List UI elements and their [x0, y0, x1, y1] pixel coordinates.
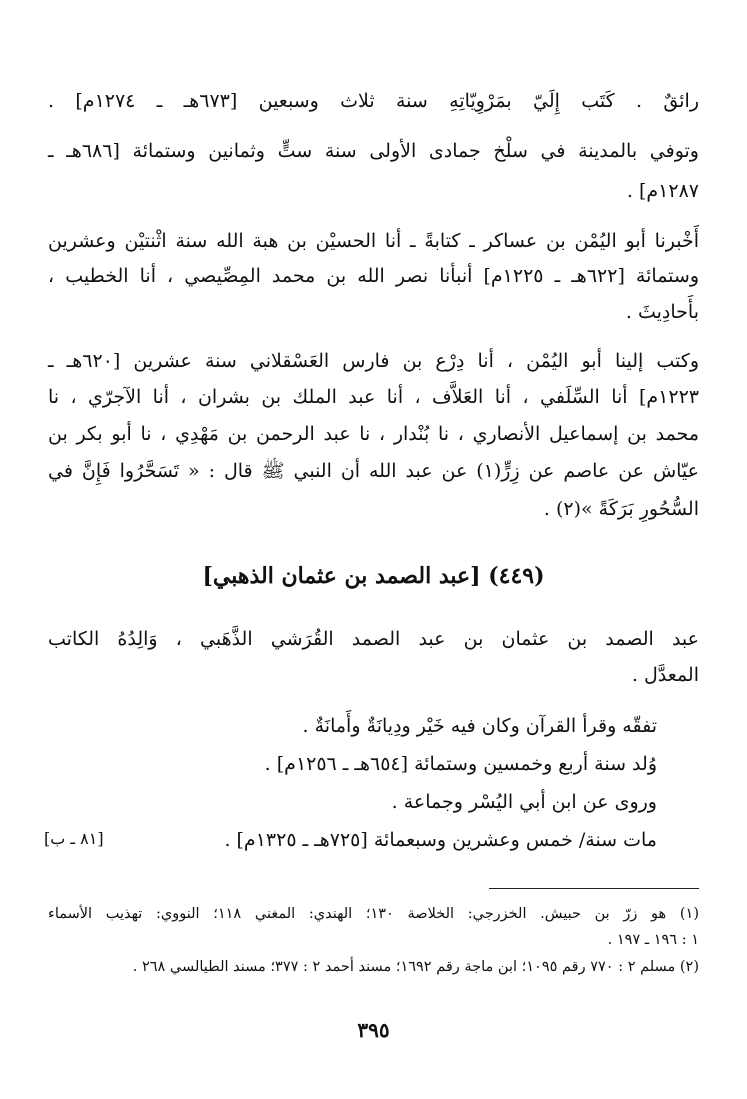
entry-line: المعدَّل . — [631, 664, 699, 686]
entry-line: عبد الصمد بن عثمان بن عبد الصمد القُرَشي الذَّهَبي ، وَالِدُهُ الكاتب — [48, 628, 699, 650]
footnote-line: ١ : ١٩٦ ـ ١٩٧ . — [607, 932, 699, 948]
text-line: بأَحادِيثَ . — [625, 301, 699, 323]
text-line: وستمائة [٦٢٢هـ ـ ١٢٢٥م] أنبأنا نصر الله بن محمد المِصِّيصي ، أنا الخطيب ، — [48, 265, 700, 287]
text-line: ١٢٢٣م] أنا السِّلَفي ، أنا العَلاَّف ، أنا عبد الملك بن بشران ، أنا الآجرّي ، نا — [48, 386, 699, 408]
entry-line: وروى عن ابن أبي اليُسْر وجماعة . — [391, 791, 657, 813]
text-line: أَخْبرنا أبو اليُمْن بن عساكر ـ كتابةً ـ أنا الحسيْن بن هبة الله سنة اثْنتيْن وعشرين — [48, 230, 699, 252]
text-line: رائقٌ . كَتَب إِلَيّ بمَرْوِيّاتِهِ سنة ثلاث وسبعين [٦٧٣هـ ـ ١٢٧٤م] . — [48, 90, 699, 112]
page-number: ٣٩٥ — [357, 1018, 390, 1042]
footnote-rule — [489, 888, 699, 889]
entry-line: مات سنة/ خمس وعشرين وسبعمائة [٧٢٥هـ ـ ١٣٢٥م] . — [224, 829, 657, 851]
text-line: السُّحُورِ بَرَكَةً »(٢) . — [543, 498, 699, 520]
text-line: وتوفي بالمدينة في سلْخ جمادى الأولى سنة ستٍّ وثمانين وستمائة [٦٨٦هـ ـ — [48, 140, 699, 162]
entry-line: تفقّه وقرأ القرآن وكان فيه خَيْر ودِيانَةٌ وأَمانَةٌ . — [302, 715, 657, 737]
entry-line: وُلد سنة أربع وخمسين وستمائة [٦٥٤هـ ـ ١٢٥٦م] . — [264, 753, 657, 775]
footnote-line: (٢) مسلم ٢ : ٧٧٠ رقم ١٠٩٥؛ ابن ماجة رقم ١٦٩٢؛ مسند أحمد ٢ : ٣٧٧؛ مسند الطيالسي ٢٦٨ . — [132, 959, 699, 975]
text-line: عيّاش عن عاصم عن زِرٍّ(١) عن عبد الله أن النبي ﷺ قال : « تَسَحَّرُوا فَإِنَّ في — [48, 460, 699, 482]
text-line: وكتب إلينا أبو اليُمْن ، أنا دِرْع بن فارس العَسْقلاني سنة عشرين [٦٢٠هـ ـ — [48, 350, 699, 372]
footnote-line: (١) هو زرّ بن حبيش. الخزرجي: الخلاصة ١٣٠؛ الهندي: المغني ١١٨؛ النووي: تهذيب الأسماء — [48, 906, 699, 922]
text-line: ١٢٨٧م] . — [626, 180, 699, 202]
entry-heading: (٤٤٩) [عبد الصمد بن عثمان الذهبي] — [202, 563, 545, 589]
manuscript-folio-ref: [٨١ ـ ب] — [44, 829, 104, 848]
text-line: محمد بن إسماعيل الأنصاري ، نا بُنْدار ، نا عبد الرحمن بن مَهْدِي ، نا أبو بكر بن — [48, 423, 699, 445]
